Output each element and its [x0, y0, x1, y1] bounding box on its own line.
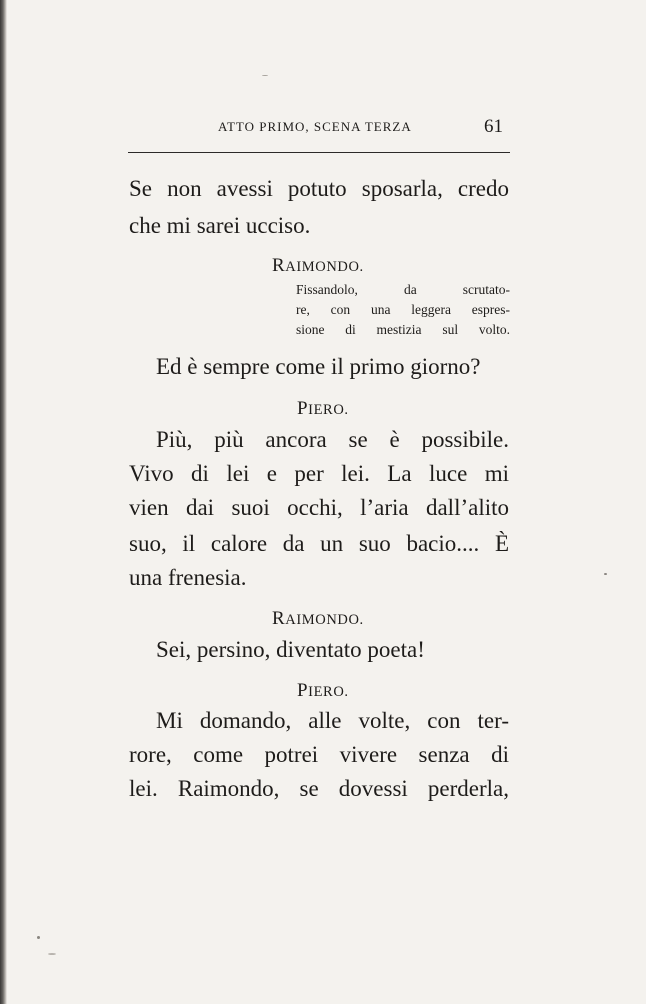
stage-direction-line: Fissandolo, da scrutato-	[296, 282, 510, 297]
page-edge-shadow	[0, 0, 7, 1004]
stage-direction-line: re, con una leggera espres-	[296, 302, 510, 317]
paper-speck	[262, 75, 268, 76]
text-line: lei. Raimondo, se dovessi perderla,	[129, 776, 509, 801]
text-line: vien dai suoi occhi, l’aria dall’alito	[129, 495, 509, 520]
paper-speck	[604, 573, 607, 575]
text-line: Ed è sempre come il primo giorno?	[156, 354, 481, 379]
text-line: Più, più ancora se è possibile.	[156, 427, 509, 452]
text-line: rore, come potrei vivere senza di	[129, 742, 509, 767]
running-title: ATTO PRIMO, SCENA TERZA	[218, 119, 412, 134]
paper-speck	[37, 936, 40, 939]
page-number: 61	[484, 116, 503, 137]
text-line: che mi sarei ucciso.	[129, 213, 311, 238]
text-line: suo, il calore da un suo bacio.... È	[129, 531, 509, 556]
paper-speck	[48, 953, 56, 955]
speaker-name: PIERO.	[297, 398, 349, 419]
text-line: Vivo di lei e per lei. La luce mi	[129, 461, 509, 486]
speaker-name: RAIMONDO.	[272, 608, 364, 629]
speaker-name: RAIMONDO.	[272, 255, 364, 276]
stage-direction-line: sione di mestizia sul volto.	[296, 322, 510, 337]
text-line: Sei, persino, diventato poeta!	[156, 637, 425, 662]
text-line: Mi domando, alle volte, con ter-	[156, 708, 509, 733]
text-line: una frenesia.	[129, 565, 247, 590]
running-head	[0, 116, 646, 140]
speaker-name: PIERO.	[297, 680, 349, 701]
text-line: Se non avessi potuto sposarla, credo	[129, 176, 509, 201]
header-rule	[128, 152, 510, 153]
